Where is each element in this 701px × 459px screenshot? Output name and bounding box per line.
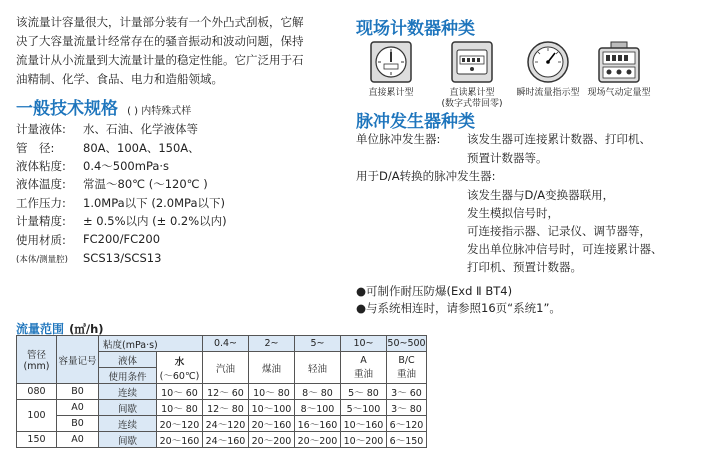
visc-range: 5~ (295, 336, 341, 352)
counter-caption-sub: (数字式带回零) (441, 99, 503, 109)
digital-counter-icon (450, 40, 494, 84)
flow-title: 流量范围 (16, 322, 65, 336)
counter-caption: 现场气动定量型 (587, 88, 651, 98)
value-cell: 8～100 (295, 400, 341, 416)
header-unit: (mm) (23, 361, 50, 372)
table-row (17, 416, 427, 432)
spec-value: 0.4～500mPa·s (83, 159, 170, 173)
mode-cell: 连续 (99, 384, 157, 400)
mode-cell: 连续 (99, 416, 157, 432)
unit-pulse-desc: 预置计数器等。 (467, 151, 548, 165)
value-cell: 5～ 80 (341, 384, 387, 400)
visc-range: 10~ (341, 336, 387, 352)
spec-row (16, 176, 208, 192)
intro-line-3: 流量计从小流量到大流量计量的稳定性能。它广泛用于石 (16, 53, 304, 67)
unit-pulse-desc: 该发生器可连接累计数器、打印机、 (467, 132, 651, 146)
counter-caption: 瞬时流量指示型 (516, 88, 580, 98)
value-cell: 10～ 60 (157, 384, 203, 400)
value-cell: 10～160 (341, 416, 387, 432)
cap-cell: B0 (57, 416, 99, 432)
liquid-name: 轻油 (295, 352, 341, 384)
value-cell: 20～200 (295, 432, 341, 448)
intro-line-1: 该流量计容量很大，计量部分装有一个外凸式刮板，它解 (16, 15, 304, 29)
direct-reading-totalizer-icon (369, 40, 413, 84)
value-cell: 24～120 (203, 416, 249, 432)
spec-row (16, 121, 198, 137)
counters-title: 现场计数器种类 (356, 19, 475, 39)
viscosity-header: 粘度(mPa·s) (99, 336, 203, 352)
flow-range-table (16, 335, 427, 448)
da-pulse-desc: 发出单位脉冲信号时，可连接累计器、 (467, 242, 663, 256)
value-cell: 20～200 (249, 432, 295, 448)
spec-row (16, 251, 162, 265)
unit-pulse-label: 单位脉冲发生器: (356, 132, 441, 146)
value-cell: 3～ 80 (387, 400, 427, 416)
spec-value: 80A、100A、150A、 (83, 141, 200, 155)
mode-cell: 间歇 (99, 400, 157, 416)
cap-cell: A0 (57, 432, 99, 448)
da-pulse-desc: 打印机、预置计数器。 (467, 260, 582, 274)
conditions-header: 使用条件 (99, 368, 157, 384)
liquid-name: 汽油 (203, 352, 249, 384)
value-cell: 10～200 (341, 432, 387, 448)
counter-caption: 直接累计型 (368, 88, 414, 98)
spec-label: 计量精度: (16, 214, 66, 228)
table-header-row (17, 336, 427, 352)
value-cell: 12～ 80 (203, 400, 249, 416)
table-row (17, 432, 427, 448)
spec-row (16, 213, 227, 229)
spec-row (16, 195, 225, 211)
liquid-name: B/C (398, 355, 415, 366)
liquid-header: 液体 (99, 352, 157, 368)
dia-cell: 100 (17, 400, 57, 432)
specs-heading (16, 94, 191, 119)
pulse-bullet: ●可制作耐压防爆(Exd Ⅱ BT4) (356, 284, 513, 298)
value-cell: 16～160 (295, 416, 341, 432)
da-pulse-label: 用于D/A转换的脉冲发生器: (356, 169, 496, 183)
water-header (157, 352, 203, 384)
flow-unit: (㎥/h) (69, 322, 104, 336)
spec-label: 管 径: (16, 141, 55, 155)
spec-label: 液体粘度: (16, 159, 66, 173)
liquid-temp: (～60℃) (159, 370, 200, 382)
header-label: 管径 (26, 350, 46, 361)
da-pulse-desc: 该发生器与D/A变换器联用， (467, 188, 615, 202)
value-cell: 20～160 (249, 416, 295, 432)
liquid-name-2: 重油 (396, 369, 416, 380)
liquid-name: 煤油 (249, 352, 295, 384)
capacity-header: 容量记号 (57, 336, 99, 384)
spec-value: SCS13/SCS13 (83, 251, 162, 265)
flow-rate-gauge-icon (526, 40, 570, 84)
spec-label: (本体/测量腔) (16, 255, 68, 265)
specs-note: ( ) 内特殊式样 (127, 106, 192, 117)
spec-label: 工作压力: (16, 196, 66, 210)
counter-caption: 直读累计型 (449, 88, 495, 98)
liquid-name-2: 重油 (353, 369, 373, 380)
spec-value: 常温～80℃ (～120℃ ) (83, 177, 208, 191)
intro-line-2: 决了大容量流量计经常存在的骚音振动和波动问题，保持 (16, 34, 304, 48)
visc-range: 50~500 (387, 336, 427, 352)
spec-row (16, 158, 170, 174)
spec-value: ± 0.5%以内 (± 0.2%以内) (83, 214, 227, 228)
da-pulse-desc: 发生模拟信号时， (467, 206, 559, 220)
value-cell: 10～ 80 (157, 400, 203, 416)
liquid-name-cell (341, 352, 387, 384)
spec-row (16, 232, 161, 248)
table-row (17, 384, 427, 400)
spec-row (16, 140, 200, 156)
value-cell: 24～160 (203, 432, 249, 448)
dia-cell: 080 (17, 384, 57, 400)
value-cell: 20～120 (157, 416, 203, 432)
spec-label: 液体温度: (16, 177, 66, 191)
spec-label: 计量液体: (16, 122, 66, 136)
value-cell: 5～100 (341, 400, 387, 416)
value-cell: 12～ 60 (203, 384, 249, 400)
value-cell: 8～ 80 (295, 384, 341, 400)
diameter-header (17, 336, 57, 384)
pulse-title: 脉冲发生器种类 (356, 112, 475, 132)
value-cell: 6～150 (387, 432, 427, 448)
cap-cell: A0 (57, 400, 99, 416)
liquid-name: A (360, 355, 367, 366)
table-row (17, 400, 427, 416)
pneumatic-control-icon (597, 40, 641, 84)
dia-cell: 150 (17, 432, 57, 448)
value-cell: 10～ 80 (249, 384, 295, 400)
visc-range: 2~ (249, 336, 295, 352)
intro-line-4: 油精制、化学、食品、电力和造船领域。 (16, 72, 223, 86)
pulse-bullet: ●与系统相连时，请参照16页“系统1”。 (356, 301, 561, 315)
value-cell: 10～100 (249, 400, 295, 416)
value-cell: 20～160 (157, 432, 203, 448)
cap-cell: B0 (57, 384, 99, 400)
spec-value: 水、石油、化学液体等 (83, 122, 198, 136)
da-pulse-desc: 可连接指示器、记录仪、调节器等， (467, 224, 651, 238)
value-cell: 3～ 60 (387, 384, 427, 400)
specs-title: 一般技术规格 (16, 99, 118, 119)
value-cell: 6～120 (387, 416, 427, 432)
spec-label: 使用材质: (16, 233, 66, 247)
mode-cell: 间歇 (99, 432, 157, 448)
spec-value: FC200/FC200 (83, 232, 161, 246)
visc-range: 0.4~ (203, 336, 249, 352)
liquid-name: 水 (174, 356, 185, 368)
spec-value: 1.0MPa以下 (2.0MPa以下) (83, 196, 225, 210)
liquid-name-cell (387, 352, 427, 384)
